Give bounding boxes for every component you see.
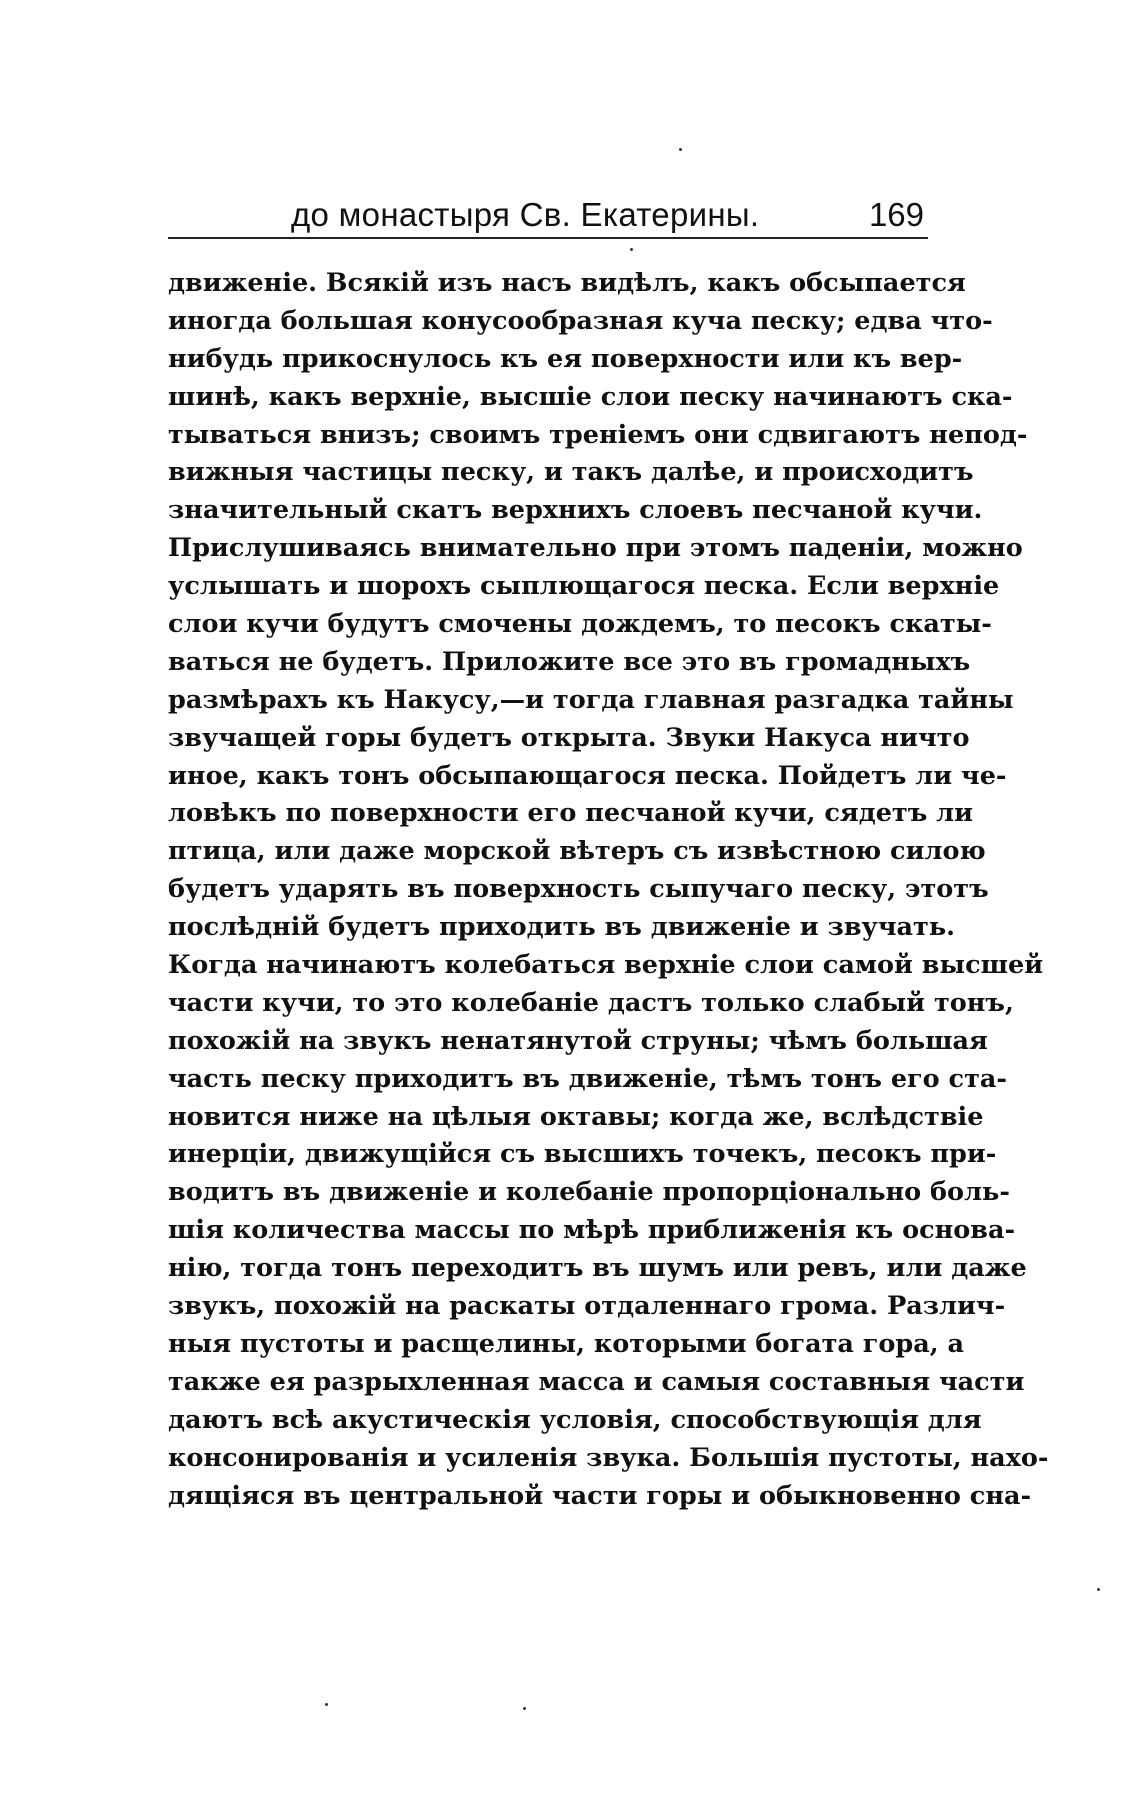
text-line: птица, или даже морской вѣтеръ съ извѣстною силою [168,836,986,867]
running-head [168,193,928,237]
text-line: значительный скатъ верхнихъ слоевъ песчаной кучи. [168,495,983,526]
text-line: ныя пустоты и расщелины, которыми богата гора, а [168,1328,965,1359]
text-line: также ея разрыхленная масса и самыя составныя части [168,1366,1025,1397]
text-line: движеніе. Всякій изъ насъ видѣлъ, какъ обсыпается [168,268,966,298]
text-line: инерціи, движущійся съ высшихъ точекъ, песокъ при- [168,1139,997,1170]
text-line: похожій на звукъ ненатянутой струны; чѣмъ большая [168,1025,988,1056]
running-title: до монастыря Св. Екатерины. [291,196,760,233]
scan-speck [325,1703,328,1706]
text-line: шинѣ, какъ верхніе, высшіе слои песку начинаютъ ска- [168,381,1013,412]
text-line: вижныя частицы песку, и такъ далѣе, и происходитъ [168,457,974,488]
text-line: консонированія и усиленія звука. Большія пустоты, нахо- [168,1442,1049,1473]
scan-speck [630,248,633,251]
text-line: ловѣкъ по поверхности его песчаной кучи, сядетъ ли [168,798,974,829]
text-line: Прислушиваясь внимательно при этомъ паденіи, можно [168,533,1023,564]
text-line: шія количества массы по мѣрѣ приближенія къ основа- [168,1215,1016,1246]
text-line: звучащей горы будетъ открыта. Звуки Накуса ничто [168,722,970,753]
text-line: водитъ въ движеніе и колебаніе пропорціонально боль- [168,1177,1010,1208]
text-line: тываться внизъ; своимъ треніемъ они сдвигаютъ непод- [168,419,1028,450]
text-line: часть песку приходитъ въ движеніе, тѣмъ тонъ его ста- [168,1063,1007,1094]
text-line: части кучи, то это колебаніе дастъ только слабый тонъ, [168,987,1014,1018]
text-line: звукъ, похожій на раскаты отдаленнаго грома. Различ- [168,1291,1006,1322]
body-text [168,265,1049,1565]
text-line: иное, какъ тонъ обсыпающагося песка. Пойдетъ ли че- [168,760,1007,791]
text-line: будетъ ударять въ поверхность сыпучаго песку, этотъ [168,874,989,905]
scan-speck [523,1707,526,1710]
page-number: 169 [868,196,924,233]
text-line: нибудь прикоснулось къ ея поверхности или къ вер- [168,343,963,374]
text-line: послѣдній будетъ приходить въ движеніе и звучать. [168,912,956,943]
text-line: услышать и шорохъ сыплющагося песка. Если верхніе [168,571,1000,602]
text-line: Когда начинаютъ колебаться верхніе слои самой высшей [168,950,1044,981]
text-line: иногда большая конусообразная куча песку; едва что- [168,305,993,336]
text-line: ваться не будетъ. Приложите все это въ громадныхъ [168,646,971,677]
text-line: размѣрахъ къ Накусу,—и тогда главная разгадка тайны [168,684,1014,715]
header-rule [168,237,928,239]
text-line: новится ниже на цѣлыя октавы; когда же, вслѣдствіе [168,1101,984,1132]
text-line: дящіяся въ центральной части горы и обыкновенно сна- [168,1480,1032,1511]
text-line: слои кучи будутъ смочены дождемъ, то песокъ скаты- [168,609,992,640]
text-line: даютъ всѣ акустическія условія, способствующія для [168,1404,982,1435]
scan-speck [679,148,682,151]
scan-speck [1097,1588,1100,1591]
text-line: нію, тогда тонъ переходитъ въ шумъ или ревъ, или даже [168,1253,1027,1284]
